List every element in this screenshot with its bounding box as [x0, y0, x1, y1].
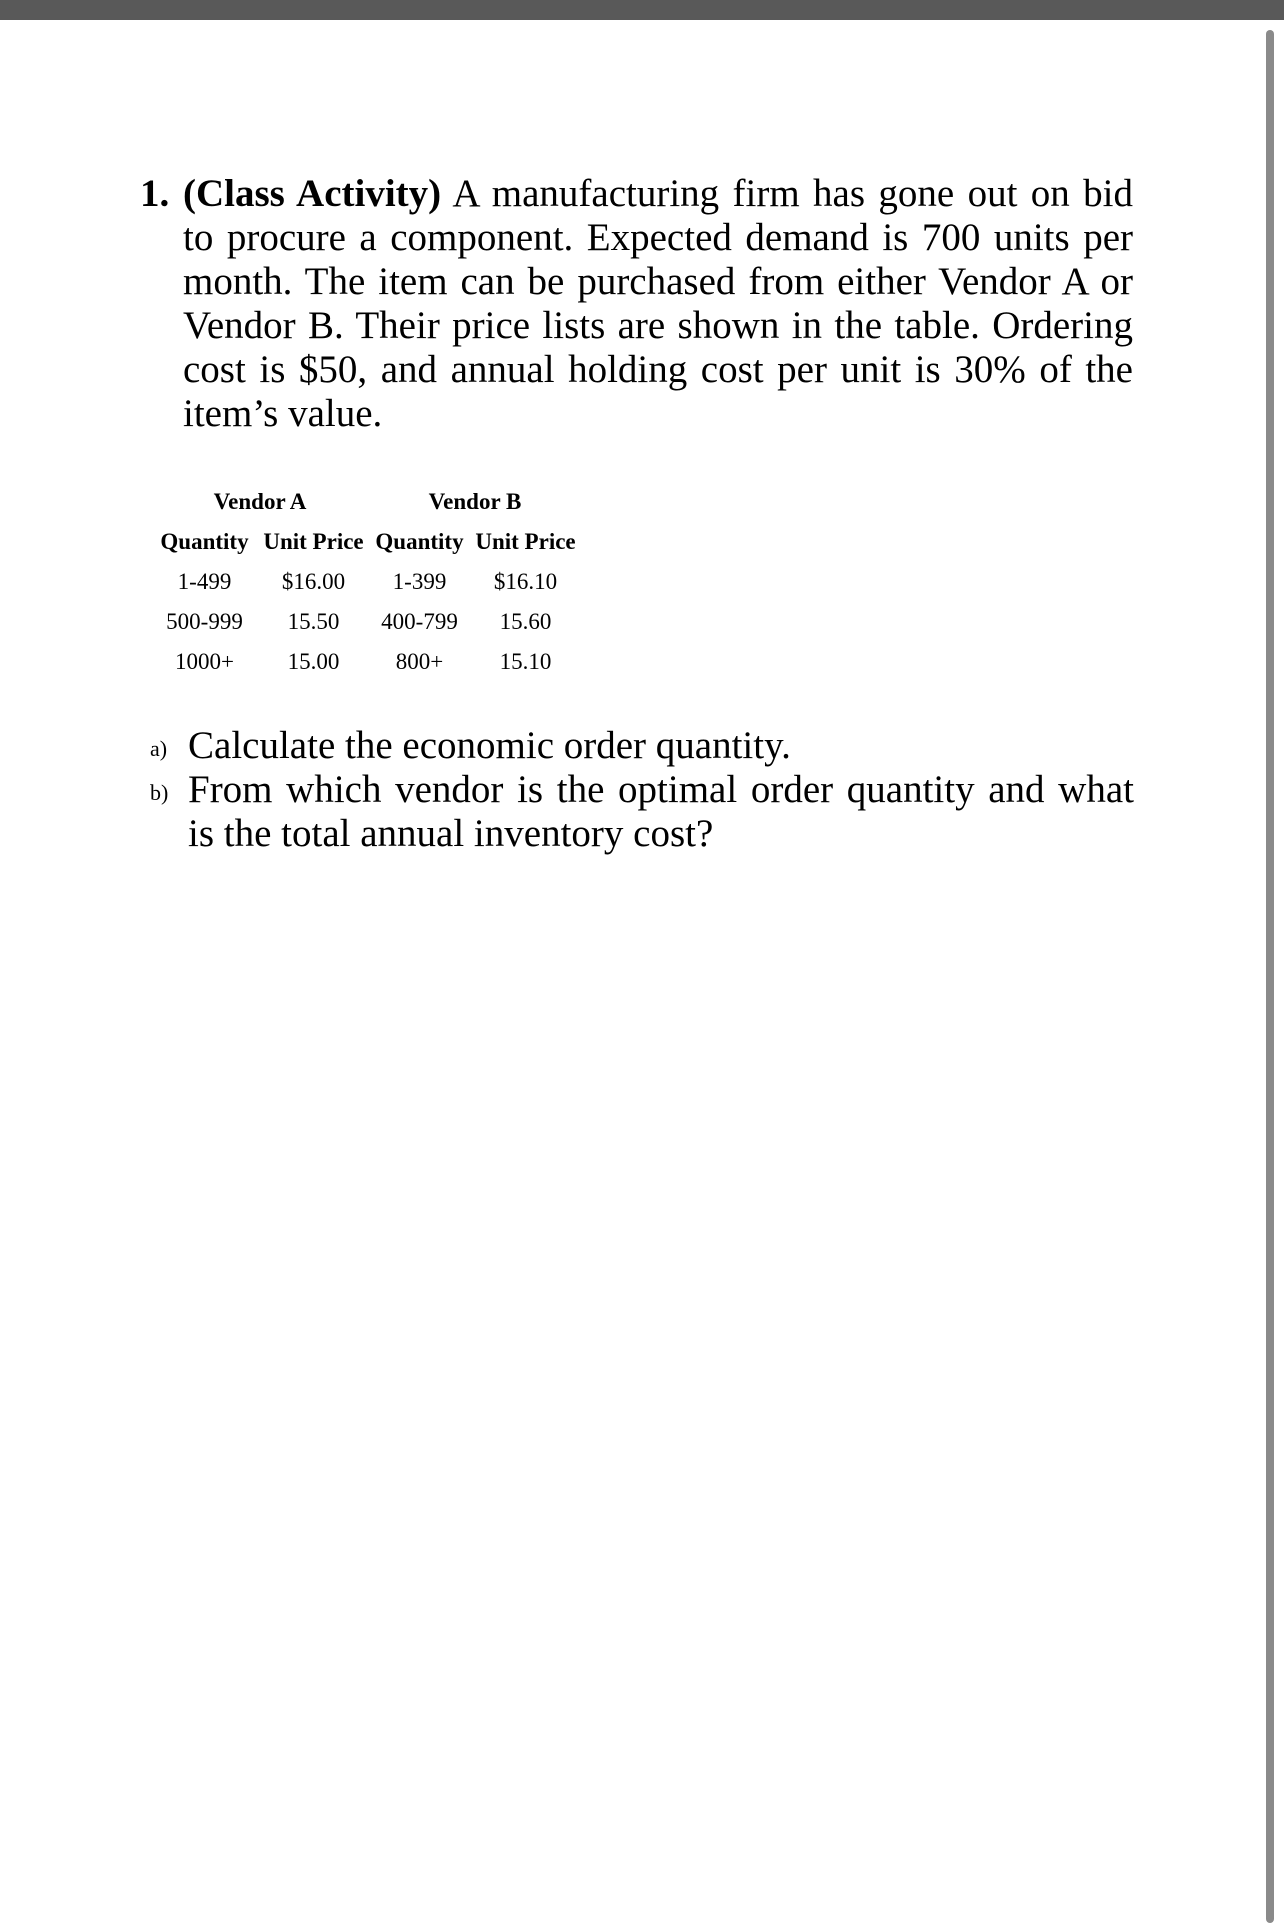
question-text: From which vendor is the optimal order quantity and what is the total annual inventory cost? — [188, 768, 1134, 855]
table-cell: 1000+ — [175, 649, 234, 674]
vendor-b-heading: Vendor B — [428, 489, 522, 514]
problem-lead: (Class Activity) — [183, 172, 442, 215]
table-cell: 1-399 — [392, 569, 447, 594]
table-cell: 15.00 — [287, 649, 340, 674]
question-text: Calculate the economic order quantity. — [188, 724, 791, 767]
question-marker: b) — [150, 780, 169, 805]
table-cell: $16.00 — [281, 569, 346, 594]
table-row — [151, 562, 581, 602]
table-cell: 15.50 — [287, 609, 340, 634]
table-row — [151, 602, 581, 642]
problem-text: A manufacturing firm has gone out on bid to procure a component. Expected demand is 700 units per month. The item can be purchased from either Vendor A or Vendor B. Their price lists are shown in the table. Ordering cost is $50, and annual holding cost per unit is 30% of the item’s value. — [183, 172, 1133, 435]
column-header: Quantity — [160, 529, 249, 554]
question-a — [150, 724, 1134, 768]
table-cell: $16.10 — [493, 569, 558, 594]
question-b — [150, 768, 1134, 856]
question-list — [150, 724, 1134, 856]
column-header: Unit Price — [263, 529, 364, 554]
table-row — [151, 642, 581, 682]
table-cell: 400-799 — [381, 609, 458, 634]
column-header-row — [151, 522, 581, 562]
table-cell: 15.10 — [499, 649, 552, 674]
table-cell: 800+ — [395, 649, 444, 674]
table-cell: 1-499 — [177, 569, 232, 594]
problem-number: 1. — [140, 172, 170, 215]
table-cell: 15.60 — [499, 609, 552, 634]
table-cell: 500-999 — [166, 609, 243, 634]
problem-statement — [140, 172, 1133, 436]
vendor-a-heading: Vendor A — [213, 489, 307, 514]
question-marker: a) — [150, 736, 168, 761]
top-bar — [0, 0, 1284, 20]
price-list-table — [151, 482, 581, 682]
column-header: Unit Price — [475, 529, 576, 554]
vendor-header-row — [151, 482, 581, 522]
vertical-scrollbar[interactable] — [1266, 30, 1274, 1923]
column-header: Quantity — [375, 529, 464, 554]
